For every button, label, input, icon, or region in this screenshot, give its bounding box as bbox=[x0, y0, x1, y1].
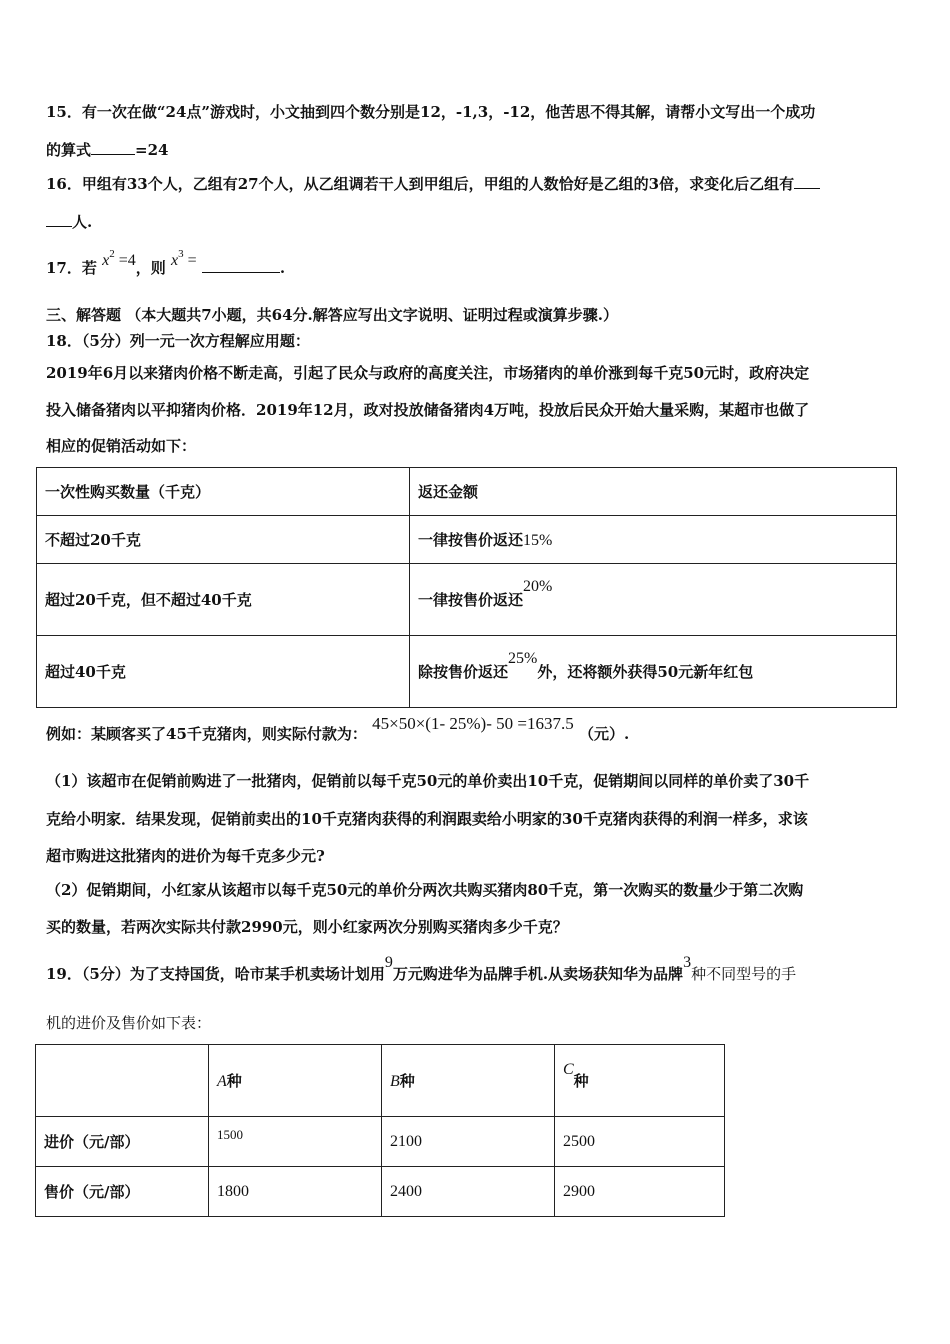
promo-table-header bbox=[37, 468, 897, 516]
q18-example bbox=[46, 714, 630, 744]
q18-head: 18．（5分）列一元一次方程解应用题： bbox=[46, 332, 310, 350]
q17-eq2 bbox=[171, 248, 197, 269]
phone-header-c bbox=[555, 1045, 725, 1117]
q17-exp1: 2 bbox=[109, 248, 115, 260]
promo-r2-quantity: 超过20千克，但不超过40千克 bbox=[37, 564, 410, 636]
q19-number-9: 9 bbox=[384, 954, 393, 971]
q19-number-3: 3 bbox=[683, 954, 692, 971]
table-row bbox=[36, 1167, 725, 1217]
phone-cost-c: 2500 bbox=[555, 1117, 725, 1167]
phone-col-c-letter: C bbox=[563, 1061, 574, 1078]
q17-answer-blank[interactable] bbox=[202, 258, 280, 273]
phone-col-a-kind: 种 bbox=[226, 1072, 242, 1090]
phone-price-c: 2900 bbox=[555, 1167, 725, 1217]
promo-table bbox=[36, 467, 897, 708]
promo-r2-pct: 20% bbox=[523, 578, 553, 595]
q19-line1 bbox=[46, 954, 797, 985]
phone-price-a: 1800 bbox=[209, 1167, 382, 1217]
q17-end: . bbox=[279, 259, 286, 277]
q18-example-formula: 45×50×(1- 25%)- 50 =1637.5 bbox=[372, 714, 574, 733]
q17-mid: ，则 bbox=[135, 259, 166, 277]
q15-answer-blank[interactable] bbox=[91, 140, 135, 155]
q16-text: 16．甲组有33个人，乙组有27个人，从乙组调若干人到甲组后，甲组的人数恰好是乙组的3倍，求变化后乙组有 bbox=[46, 175, 795, 193]
phone-cost-b: 2100 bbox=[382, 1117, 555, 1167]
q16-answer-blank[interactable] bbox=[794, 174, 820, 189]
q18-sub1-line2: 克给小明家．结果发现，促销前卖出的10千克猪肉获得的利润跟卖给小明家的30千克猪肉获得的利润一样多，求该 bbox=[46, 810, 808, 828]
section-3-heading: 三、解答题 （本大题共7小题，共64分.解答应写出文字说明、证明过程或演算步骤.） bbox=[46, 306, 618, 324]
phone-row-price-label: 售价（元/部） bbox=[36, 1167, 209, 1217]
phone-col-b-kind: 种 bbox=[399, 1072, 415, 1090]
q19-line2: 机的进价及售价如下表： bbox=[46, 1014, 212, 1032]
q15-result: =24 bbox=[135, 141, 169, 159]
q18-example-unit: （元）. bbox=[578, 725, 630, 743]
phone-col-c-kind: 种 bbox=[573, 1072, 589, 1090]
q18-example-text: 例如：某顾客买了45千克猪肉，则实际付款为： bbox=[46, 725, 367, 743]
promo-r1-refund-text: 一律按售价返还 bbox=[418, 531, 524, 549]
phone-price-b: 2400 bbox=[382, 1167, 555, 1217]
promo-r2-refund bbox=[410, 564, 897, 636]
phone-price-table bbox=[35, 1044, 725, 1217]
q18-p3: 相应的促销活动如下： bbox=[46, 437, 197, 455]
table-row bbox=[36, 1117, 725, 1167]
q17-prefix: 17．若 bbox=[46, 259, 97, 277]
phone-cost-a: 1500 bbox=[209, 1117, 382, 1167]
promo-header-quantity: 一次性购买数量（千克） bbox=[37, 468, 410, 516]
q18-sub2-line1: （2）促销期间，小红家从该超市以每千克50元的单价分两次共购买猪肉80千克，第一次购买的数量少于第二次购 bbox=[46, 881, 804, 899]
q17-var1: x bbox=[102, 252, 110, 269]
promo-header-refund: 返还金额 bbox=[410, 468, 897, 516]
promo-r3-refund bbox=[410, 636, 897, 708]
phone-col-b-letter: B bbox=[390, 1073, 400, 1090]
q18-sub1-line3: 超市购进这批猪肉的进价为每千克多少元? bbox=[46, 847, 325, 865]
q15-line1: 15．有一次在做“24点”游戏时，小文抽到四个数分别是12，-1,3，-12，他苦思不得其解，请帮小文写出一个成功 bbox=[46, 103, 816, 121]
q15-line2 bbox=[46, 140, 168, 160]
table-row bbox=[37, 636, 897, 708]
promo-r2-refund-text: 一律按售价返还 bbox=[418, 591, 524, 609]
q18-sub1-line1: （1）该超市在促销前购进了一批猪肉，促销前以每千克50元的单价卖出10千克，促销期间以同样的单价卖了30千 bbox=[46, 772, 810, 790]
q17-eq1 bbox=[102, 248, 136, 269]
q16-line2 bbox=[46, 212, 92, 232]
promo-r3-pct: 25% bbox=[508, 650, 538, 667]
q16-unit: 人. bbox=[72, 213, 93, 231]
table-row bbox=[37, 564, 897, 636]
phone-header-a bbox=[209, 1045, 382, 1117]
q17-var2: x bbox=[171, 252, 179, 269]
phone-row-cost-label: 进价（元/部） bbox=[36, 1117, 209, 1167]
q17-line bbox=[46, 248, 286, 280]
q19-text-b: 万元购进华为品牌手机.从卖场获知华为品牌 bbox=[392, 965, 684, 983]
q17-eq1-val: =4 bbox=[118, 252, 136, 269]
q17-exp2: 3 bbox=[178, 248, 184, 260]
q18-p1: 2019年6月以来猪肉价格不断走高，引起了民众与政府的高度关注，市场猪肉的单价涨到每千克50元时，政府决定 bbox=[46, 364, 810, 382]
promo-r3-refund-text: 除按售价返还 bbox=[418, 663, 509, 681]
q19-text-a: 19．（5分）为了支持国货，哈市某手机卖场计划用 bbox=[46, 965, 385, 983]
q16-line1 bbox=[46, 174, 820, 194]
phone-header-empty bbox=[36, 1045, 209, 1117]
q17-eq2-sign: = bbox=[187, 252, 197, 269]
phone-header-b bbox=[382, 1045, 555, 1117]
promo-r1-quantity: 不超过20千克 bbox=[37, 516, 410, 564]
promo-r1-pct: 15% bbox=[523, 532, 553, 549]
phone-table-header bbox=[36, 1045, 725, 1117]
q16-answer-blank-2[interactable] bbox=[46, 212, 72, 227]
promo-r3-bonus: 外，还将额外获得50元新年红包 bbox=[537, 663, 754, 681]
promo-r1-refund bbox=[410, 516, 897, 564]
q18-sub2-line2: 买的数量，若两次实际共付款2990元，则小红家两次分别购买猪肉多少千克？ bbox=[46, 918, 568, 936]
table-row bbox=[37, 516, 897, 564]
promo-r3-quantity: 超过40千克 bbox=[37, 636, 410, 708]
q15-label: 的算式 bbox=[46, 141, 92, 159]
phone-col-a-letter: A bbox=[217, 1073, 227, 1090]
q18-p2: 投入储备猪肉以平抑猪肉价格．2019年12月，政对投放储备猪肉4万吨，投放后民众开始大量采购，某超市也做了 bbox=[46, 401, 810, 419]
q19-text-c: 种不同型号的手 bbox=[691, 965, 797, 983]
